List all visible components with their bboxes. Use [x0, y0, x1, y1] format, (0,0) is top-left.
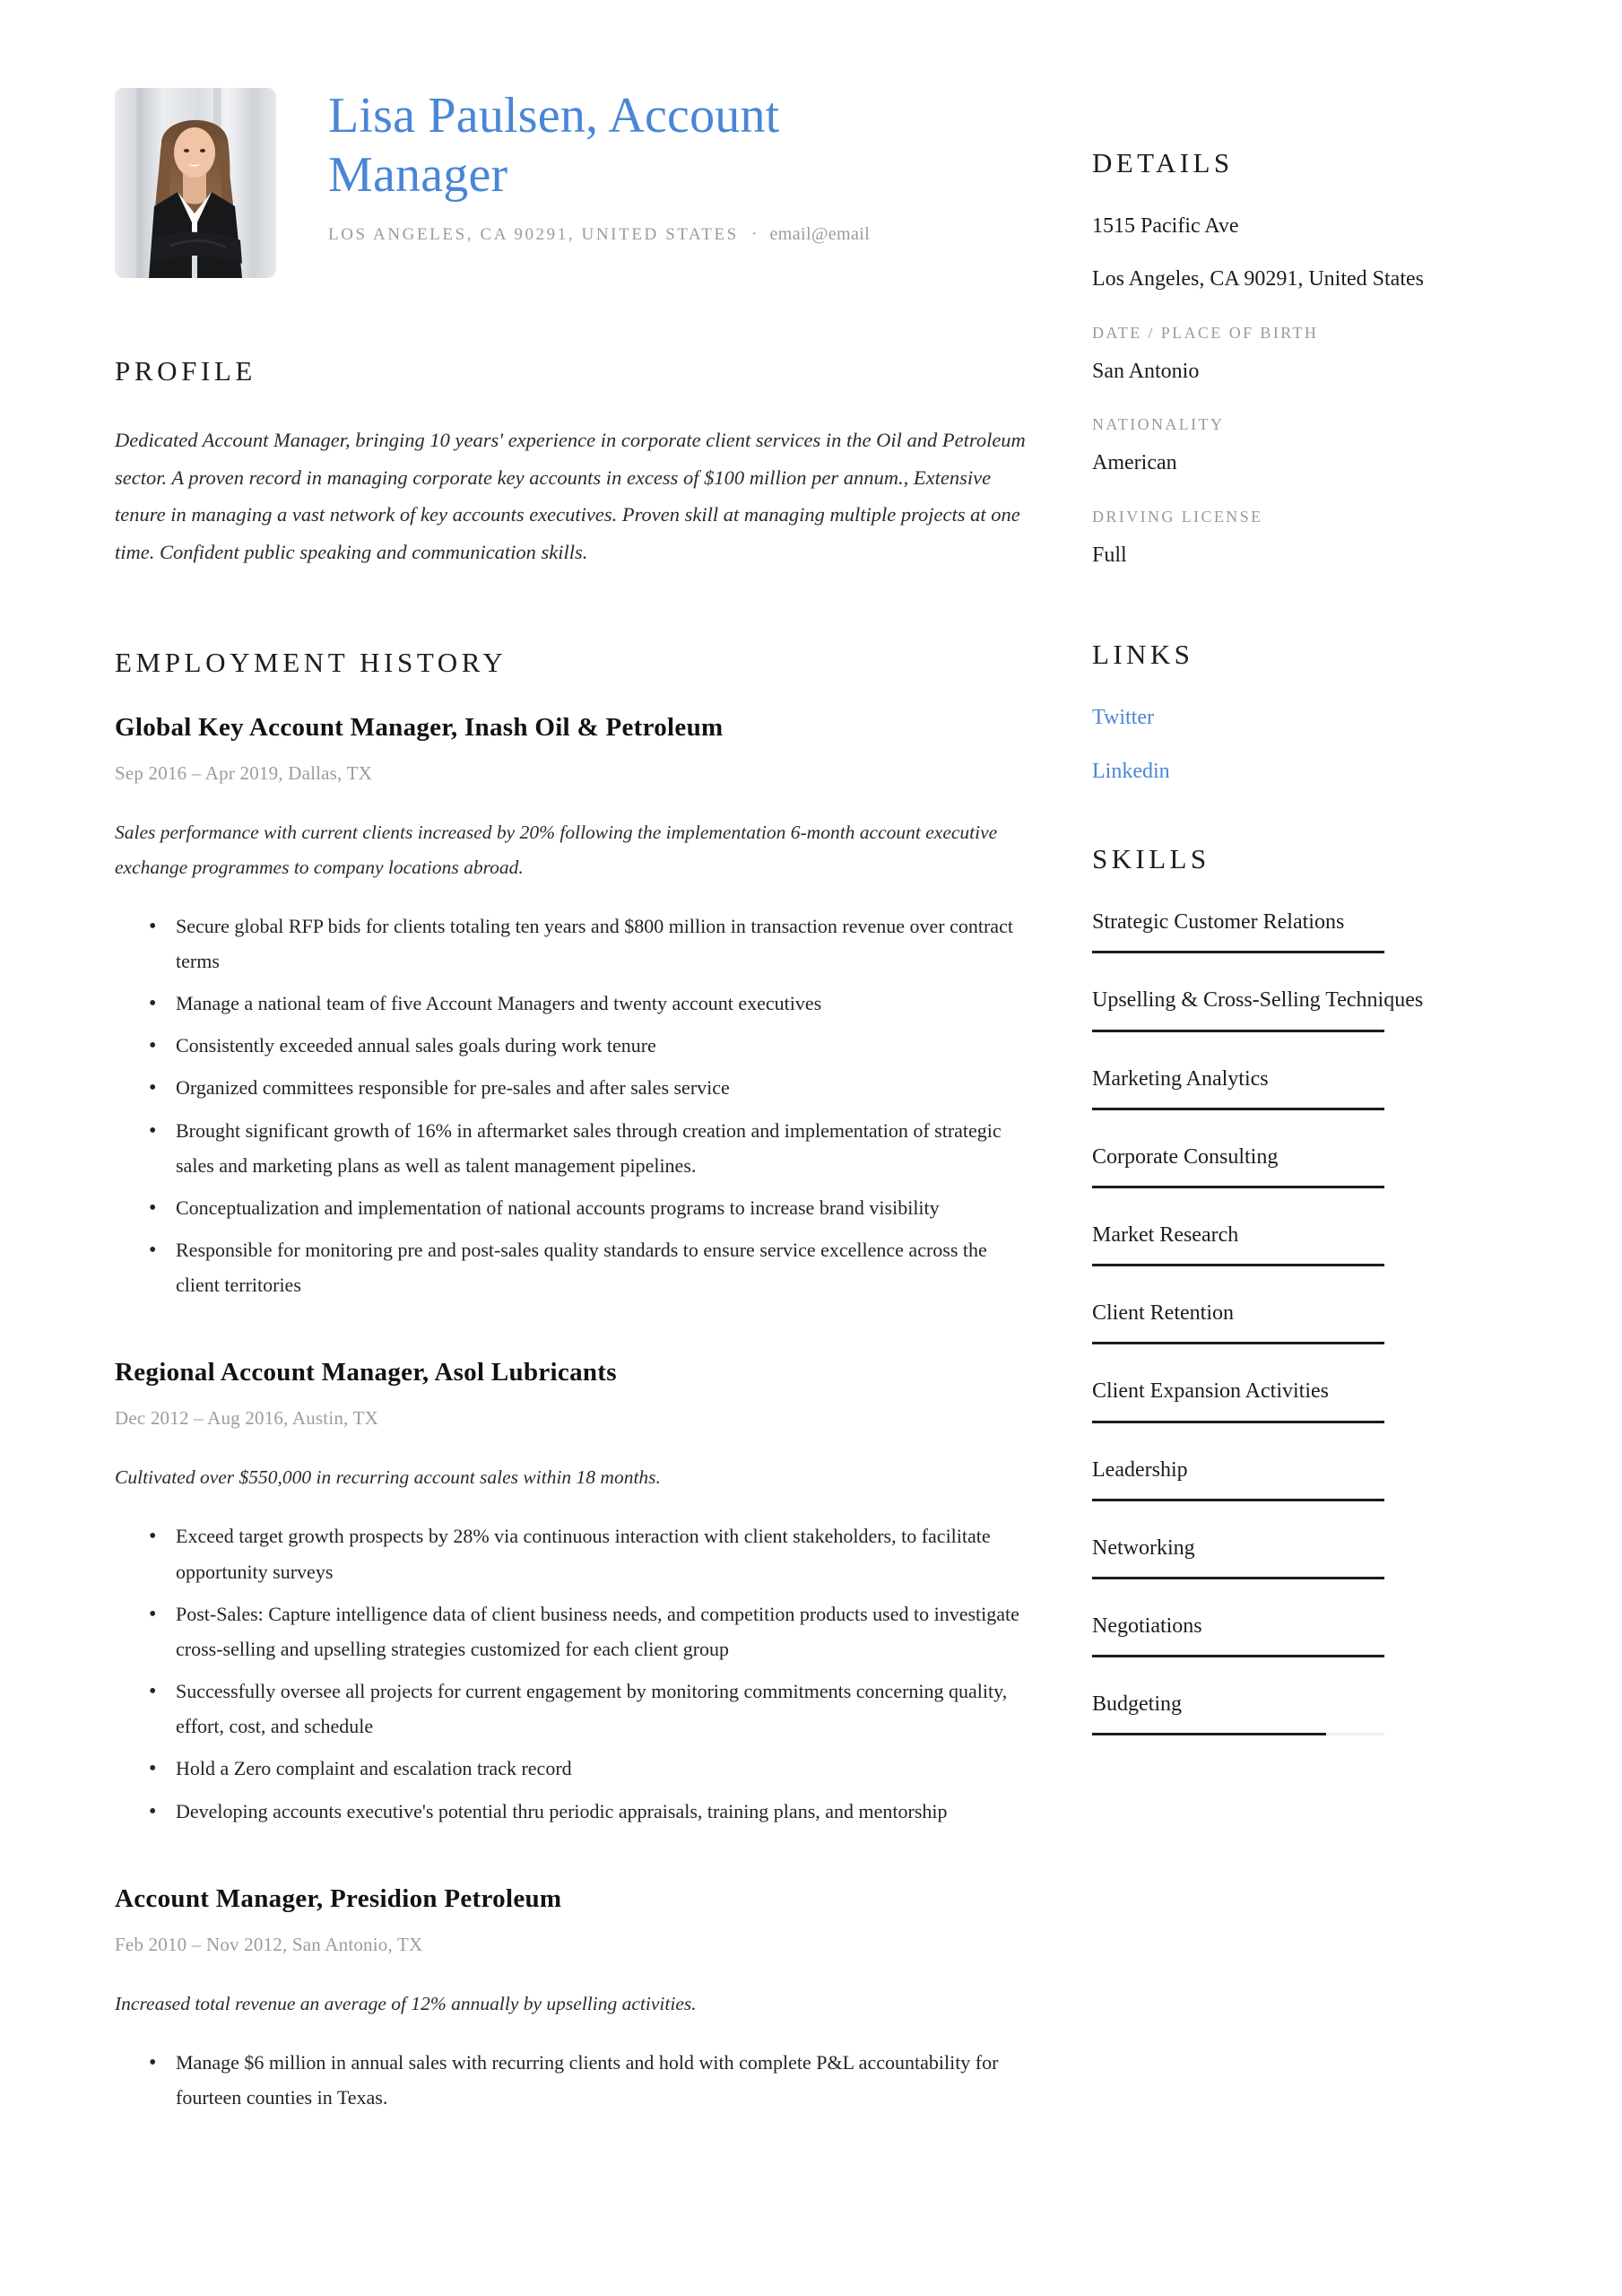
- contact-separator: ·: [750, 224, 758, 245]
- job-bullet: • Responsible for monitoring pre and post-sales quality standards to ensure service excellence across the client territories: [149, 1232, 1029, 1302]
- skill-level-bar: [1092, 1733, 1384, 1735]
- skill-name: Corporate Consulting: [1092, 1144, 1279, 1169]
- skill-level-fill: [1092, 1342, 1384, 1344]
- main-column: [115, 83, 1092, 2122]
- skill-level-fill: [1092, 1264, 1384, 1266]
- skills-section: [1092, 843, 1451, 1735]
- skill-item: [1092, 906, 1451, 953]
- skill-item: [1092, 1454, 1451, 1501]
- link-twitter[interactable]: Twitter: [1092, 706, 1154, 730]
- sidebar: [1092, 83, 1451, 1766]
- employment-section: [115, 647, 1029, 2116]
- skill-level-fill: [1092, 1030, 1384, 1032]
- skill-level-bar: [1092, 951, 1384, 953]
- job-bullet: • Hold a Zero complaint and escalation track record: [149, 1751, 1029, 1786]
- job-title: Regional Account Manager, Asol Lubricants: [115, 1358, 617, 1387]
- job-bullet: • Consistently exceeded annual sales goals during work tenure: [149, 1028, 1029, 1063]
- contact-line: [328, 224, 1029, 245]
- skills-heading: SKILLS: [1092, 843, 1210, 875]
- job-bullet: • Manage $6 million in annual sales with recurring clients and hold with complete P&L accountability for fourteen counties in Texas.: [149, 2045, 1029, 2115]
- nationality-value: American: [1092, 451, 1177, 475]
- address-line-1: 1515 Pacific Ave: [1092, 214, 1239, 238]
- job-meta: Feb 2010 – Nov 2012, San Antonio, TX: [115, 1933, 423, 1955]
- skill-name: Leadership: [1092, 1457, 1188, 1482]
- name-block: [328, 83, 1029, 245]
- links-heading: LINKS: [1092, 639, 1194, 671]
- skill-level-fill: [1092, 1499, 1384, 1501]
- job-bullet: • Manage a national team of five Account Managers and twenty account executives: [149, 986, 1029, 1021]
- skill-level-fill: [1092, 1655, 1384, 1657]
- skill-level-bar: [1092, 1342, 1384, 1344]
- profile-section: [115, 355, 1029, 571]
- job-bullets: [115, 909, 1029, 1303]
- skill-name: Networking: [1092, 1535, 1195, 1560]
- skill-level-fill: [1092, 1577, 1384, 1579]
- job-bullet: • Conceptualization and implementation of national accounts programs to increase brand visibility: [149, 1190, 1029, 1225]
- resume-header: [115, 83, 1029, 278]
- job-bullet: • Secure global RFP bids for clients totaling ten years and $800 million in transaction revenue over contract terms: [149, 909, 1029, 978]
- driving-license-label: DRIVING LICENSE: [1092, 507, 1263, 526]
- skill-name: Client Retention: [1092, 1301, 1234, 1326]
- skill-item: [1092, 984, 1451, 1031]
- skill-level-fill: [1092, 1186, 1384, 1188]
- skill-name: Client Expansion Activities: [1092, 1379, 1329, 1404]
- details-heading: DETAILS: [1092, 147, 1234, 178]
- profile-text: Dedicated Account Manager, bringing 10 years' experience in corporate client services in the Oil and Petroleum sector. A proven record in managing corporate key accounts in excess of $100 million per annum., Extensive tenure in managing a vast network of key accounts executives. Proven skill at managing multiple projects at one time. Confident public speaking and communication skills.: [115, 429, 1026, 563]
- skill-item: [1092, 1610, 1451, 1657]
- job-bullet: • Brought significant growth of 16% in aftermarket sales through creation and implementation of strategic sales and marketing plans as well as talent management pipelines.: [149, 1113, 1029, 1183]
- contact-location: LOS ANGELES, CA 90291, UNITED STATES: [328, 225, 739, 245]
- job-title: Global Key Account Manager, Inash Oil & Petroleum: [115, 712, 724, 742]
- job-entry: [115, 713, 1029, 1303]
- skill-name: Market Research: [1092, 1222, 1239, 1247]
- skill-name: Negotiations: [1092, 1613, 1202, 1638]
- job-bullets: [115, 2045, 1029, 2115]
- skill-level-bar: [1092, 1421, 1384, 1423]
- avatar: [115, 88, 276, 278]
- job-meta: Dec 2012 – Aug 2016, Austin, TX: [115, 1407, 378, 1430]
- skill-name: Marketing Analytics: [1092, 1066, 1269, 1091]
- skill-name: Budgeting: [1092, 1692, 1182, 1717]
- skill-item: [1092, 1297, 1451, 1344]
- driving-license-value: Full: [1092, 543, 1127, 567]
- skill-item: [1092, 1532, 1451, 1579]
- job-title: Account Manager, Presidion Petroleum: [115, 1883, 562, 1913]
- job-bullet: • Post-Sales: Capture intelligence data of client business needs, and competition products used to investigate cross-selling and upselling strategies customized for each client group: [149, 1596, 1029, 1666]
- job-bullet: • Exceed target growth prospects by 28% via continuous interaction with client stakeholders, to facilitate opportunity surveys: [149, 1518, 1029, 1588]
- dob-label: DATE / PLACE OF BIRTH: [1092, 323, 1319, 342]
- details-section: [1092, 147, 1451, 572]
- job-entry: [115, 1358, 1029, 1828]
- skill-item: [1092, 1375, 1451, 1422]
- skill-level-bar: [1092, 1577, 1384, 1579]
- skill-level-bar: [1092, 1499, 1384, 1501]
- link-linkedin[interactable]: Linkedin: [1092, 760, 1170, 784]
- job-bullet: • Successfully oversee all projects for current engagement by monitoring commitments concerning quality, effort, cost, and schedule: [149, 1674, 1029, 1744]
- job-meta: Sep 2016 – Apr 2019, Dallas, TX: [115, 761, 372, 784]
- contact-email[interactable]: email@email: [769, 224, 871, 245]
- skill-item: [1092, 1688, 1451, 1735]
- job-bullet: • Developing accounts executive's potential thru periodic appraisals, training plans, and mentorship: [149, 1794, 1029, 1829]
- skill-level-bar: [1092, 1655, 1384, 1657]
- job-description: Increased total revenue an average of 12% annually by upselling activities.: [115, 1992, 697, 2014]
- job-description: Sales performance with current clients increased by 20% following the implementation 6-month account executive exchange programmes to company locations abroad.: [115, 821, 998, 878]
- job-bullets: [115, 1518, 1029, 1828]
- skill-level-bar: [1092, 1264, 1384, 1266]
- job-bullet: • Organized committees responsible for pre-sales and after sales service: [149, 1070, 1029, 1105]
- skill-item: [1092, 1063, 1451, 1110]
- skill-level-bar: [1092, 1186, 1384, 1188]
- profile-heading: PROFILE: [115, 355, 256, 387]
- page-title: Lisa Paulsen, Account Manager: [328, 88, 780, 204]
- skill-name: Upselling & Cross-Selling Techniques: [1092, 988, 1424, 1013]
- skill-item: [1092, 1141, 1451, 1188]
- skill-level-fill: [1092, 1108, 1384, 1110]
- skill-level-fill: [1092, 1421, 1384, 1423]
- job-description: Cultivated over $550,000 in recurring account sales within 18 months.: [115, 1466, 661, 1489]
- skill-level-bar: [1092, 1030, 1384, 1032]
- links-section: [1092, 639, 1451, 787]
- address-line-2: Los Angeles, CA 90291, United States: [1092, 267, 1424, 291]
- skill-name: Strategic Customer Relations: [1092, 910, 1345, 935]
- skill-level-fill: [1092, 1733, 1326, 1735]
- nationality-label: NATIONALITY: [1092, 415, 1225, 434]
- employment-heading: EMPLOYMENT HISTORY: [115, 646, 507, 678]
- dob-value: San Antonio: [1092, 359, 1200, 383]
- skill-level-bar: [1092, 1108, 1384, 1110]
- skill-level-fill: [1092, 951, 1384, 953]
- job-entry: [115, 1884, 1029, 2115]
- skill-item: [1092, 1219, 1451, 1266]
